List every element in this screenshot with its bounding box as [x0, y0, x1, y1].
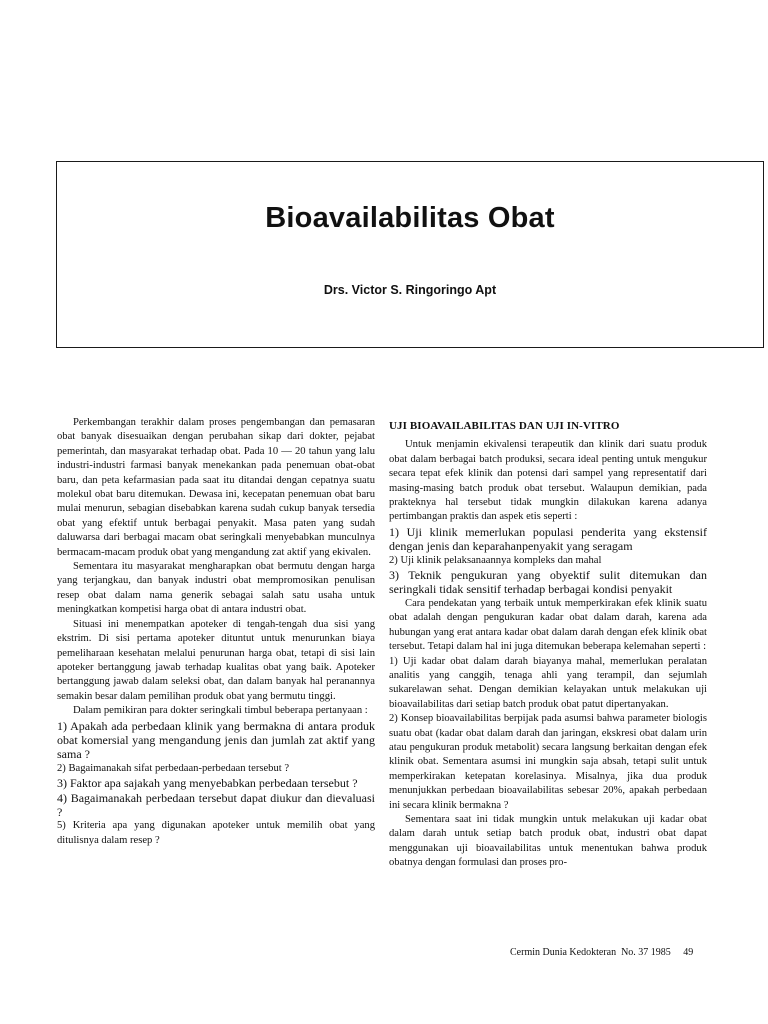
article-title: Bioavailabilitas Obat	[265, 202, 555, 234]
page-footer: Cermin Dunia Kedokteran No. 37 1985 49	[510, 947, 694, 958]
right-paragraph: Sementara saat ini tidak mungkin untuk melakukan uji kadar obat dalam darah untuk setiap batch produk obat, industri obat dapat menggunakan uji bioavailabilitas untuk menentukan bahwa produk obatnya dengan formulasi dan proses pro-	[389, 813, 707, 869]
left-list-item: 4) Bagaimanakah perbedaan tersebut dapat diukur dan dievaluasi ?	[57, 790, 375, 819]
left-paragraph: Dalam pemikiran para dokter seringkali timbul beberapa pertanyaan :	[73, 705, 368, 717]
left-list-item: 3) Faktor apa sajakah yang menyebabkan perbedaan tersebut ?	[57, 776, 358, 791]
left-list-item: 1) Apakah ada perbedaan klinik yang bermakna di antara produk obat komersial yang mengandung jenis dan jumlah zat aktif yang sama ?	[57, 718, 375, 762]
right-list-item: 2) Uji klinik pelaksanaannya kompleks dan mahal	[389, 554, 602, 566]
left-column	[57, 416, 375, 848]
left-paragraph: Situasi ini menempatkan apoteker di tengah-tengah dua sisi yang ekstrim. Di sisi pertama apoteker dituntut untuk menurunkan biaya pemeliharaan kesehatan melalui penurunan harga obat, tetapi di sisi lain apoteker bertanggung jawab terhadap kualitas obat yang baik. Apoteker bertanggung jawab dalam seleksi obat, dan dalam banyak hal peranannya semakin besar dalam pemilihan produk obat yang bermutu tinggi.	[57, 618, 375, 702]
right-column	[389, 419, 707, 871]
right-paragraph: Untuk menjamin ekivalensi terapeutik dan klinik dari suatu produk obat dalam berbagai batch produksi, secara ideal penting untuk mengukur secara tepat efek klinik dan potensi dari sampel yang representatif dari masing-masing batch produk obat tersebut. Walaupun demikian, pada prakteknya hal tersebut tidak mungkin dilakukan karena adanya pertimbangan praktis dan aspek etis seperti :	[389, 439, 707, 523]
right-list-item: 2) Konsep bioavailabilitas berpijak pada asumsi bahwa parameter biologis suatu obat (kadar obat dalam darah dan jaringan, ekskresi obat dalam urin atau pengukuran produk metabolit) secara langsung berkaitan dengan efek klinik obat. Sementara asumsi ini mungkin saja absah, tetapi sulit untuk memperkirakan ketepatan korelasinya. Misalnya, jika dua produk menunjukkan perbedaan bioavailabilitas sebesar 20%, apakah perbedaan ini secara klinik bermakna ?	[389, 713, 707, 811]
right-list-item: 1) Uji klinik memerlukan populasi penderita yang ekstensif dengan jenis dan keparahanpenyakit yang seragam	[389, 524, 707, 554]
right-list-item: 3) Teknik pengukuran yang obyektif sulit ditemukan dan seringkali tidak sensitif terhadap berbagai kondisi penyakit	[389, 568, 707, 597]
section-heading: UJI BIOAVAILABILITAS DAN UJI IN-VITRO	[389, 420, 620, 432]
left-paragraph: Sementara itu masyarakat mengharapkan obat bermutu dengan harga yang terjangkau, dan banyak industri obat mempromosikan penulisan resep obat dalam nama generik sebagai salah satu usaha untuk meningkatkan kompetisi harga obat di antara industri obat.	[57, 561, 375, 616]
right-list-item: 1) Uji kadar obat dalam darah biayanya mahal, memerlukan peralatan analitis yang canggih, tenaga ahli yang terampil, dan sejumlah sukarelawan sehat. Dengan demikian kelayakan untuk melakukan uji bioavailabilitas dari setiap batch produk obat patut dipertanyakan.	[389, 655, 707, 710]
title-box	[56, 161, 764, 348]
left-list-item: 5) Kriteria apa yang digunakan apoteker untuk memilih obat yang ditulisnya dalam resep ?	[57, 820, 375, 846]
right-paragraph: Cara pendekatan yang terbaik untuk memperkirakan efek klinik suatu obat adalah dengan pengukuran kadar obat dalam darah, karena ada hubungan yang erat antara kadar obat dalam darah dengan efek klinik obat tersebut. Tetapi dalam hal ini juga ditemukan beberapa kelemahan seperti :	[389, 597, 707, 653]
left-list-item: 2) Bagaimanakah sifat perbedaan-perbedaan tersebut ?	[57, 762, 290, 774]
article-author: Drs. Victor S. Ringoringo Apt	[323, 283, 497, 297]
left-paragraph: Perkembangan terakhir dalam proses pengembangan dan pemasaran obat banyak disesuaikan dengan perubahan sikap dari dokter, pejabat pemerintah, dan masyarakat terhadap obat. Pada 10 — 20 tahun yang lalu industri-industri farmasi banyak menekankan pada penemuan obat-obat baru, dan peta kefarmasian pada saat itu ditandai dengan cepatnya suatu molekul obat baru ditemukan. Dewasa ini, kecepatan penemuan obat baru mulai menurun, sebagian disebabkan karena sudah cukup banyak tersedia obat yang efektif untuk berbagai penyakit. Masa paten yang sudah daluwarsa dari berbagai macam obat seringkali menyebabkan munculnya bermacam-macam produk obat yang mengandung zat aktif yang ekivalen.	[57, 417, 375, 558]
